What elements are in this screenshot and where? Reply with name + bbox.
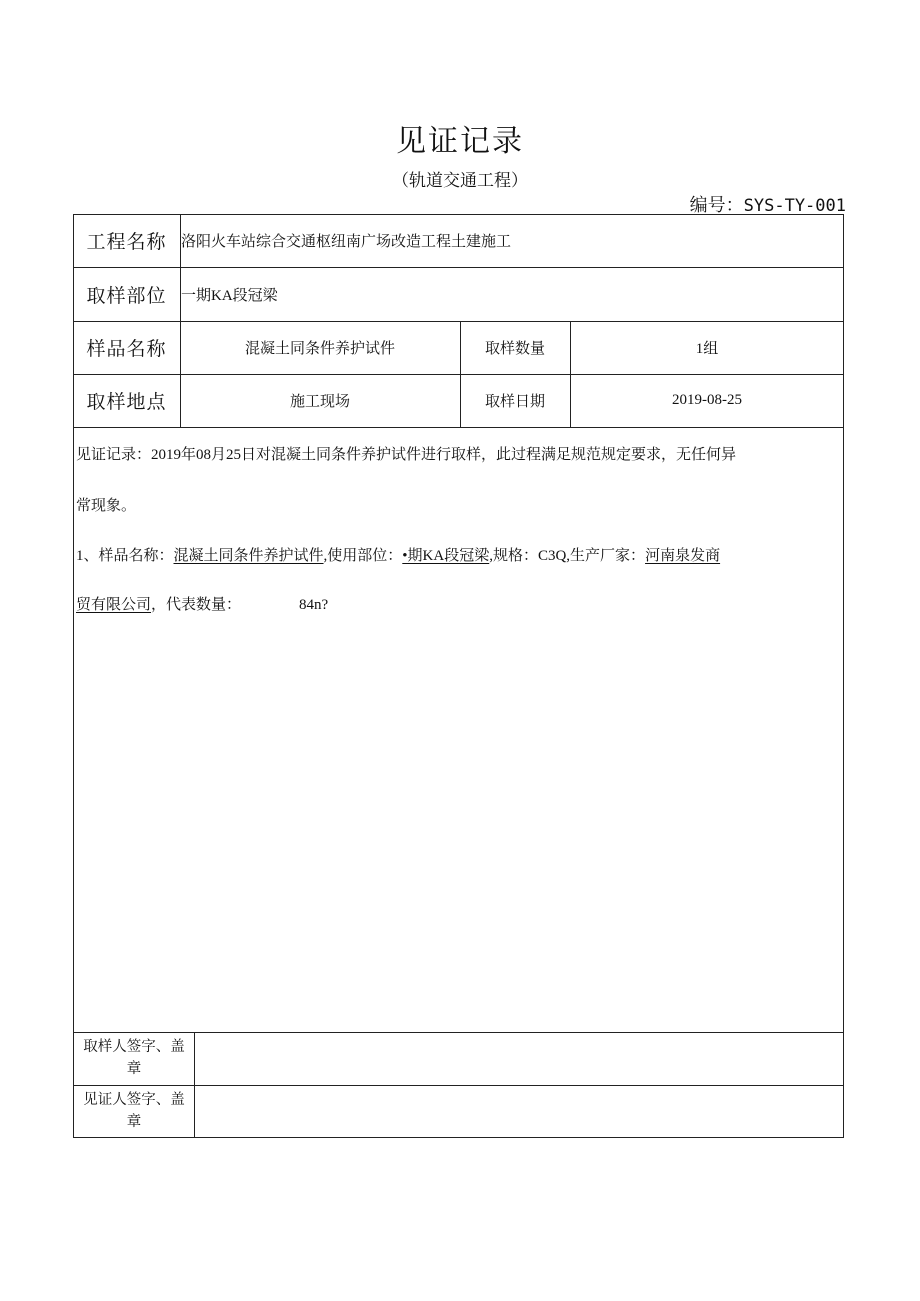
sample-name-label: 样品名称 [86,339,167,360]
document-subtitle: （轨道交通工程） [392,171,528,190]
sample-detail-spec: ,规格：C3Q,生产厂家： [489,548,646,564]
sampling-position-value: 一期KA段冠梁 [181,287,278,304]
record-line-2: 常现象。 [76,498,137,514]
record-line-1: 见证记录：2019年08月25日对混凝土同条件养护试件进行取样，此过程满足规范规定要求，无任何异 [76,447,737,463]
sample-detail-qty-value: 84n? [299,597,329,613]
sample-detail-usage: •期KA段冠梁 [402,548,490,564]
sample-detail-line-2 [76,593,328,614]
sample-detail-maker-a: 河南泉发商 [645,548,721,564]
sampling-date-label: 取样日期 [484,394,545,410]
witness-signature-label-line2: 章 [126,1114,142,1130]
sample-detail-name: 混凝土同条件养护试件 [173,548,324,564]
sampling-place-label: 取样地点 [86,392,167,413]
sampler-signature-label-line1: 取样人签字、盖 [83,1039,185,1055]
row-divider [73,1032,844,1033]
document-number-value: SYS-TY-001 [743,196,846,216]
sample-detail-line-1 [76,544,720,565]
sampler-signature-label [74,1036,194,1080]
witness-signature-label [74,1089,194,1133]
project-name-label: 工程名称 [86,232,167,253]
sample-quantity-value: 1组 [695,341,719,357]
witness-signature-label-line1: 见证人签字、盖 [83,1092,185,1108]
sampling-place-value: 施工现场 [289,394,350,410]
sample-detail-maker-b: 贸有限公司 [76,597,152,613]
sampling-date-value: 2019-08-25 [672,392,742,408]
sample-name-value: 混凝土同条件养护试件 [244,341,395,357]
sample-quantity-label: 取样数量 [484,341,545,357]
column-divider [194,1032,195,1138]
document-number-label: 编号： [689,195,744,215]
row-divider [73,1085,844,1086]
sample-detail-usage-label: ,使用部位： [323,548,403,564]
sampling-position-label: 取样部位 [86,285,167,307]
row-divider [73,427,844,428]
sampler-signature-label-line2: 章 [126,1061,142,1077]
document-title: 见证记录 [396,125,524,158]
sample-detail-qty-label: ，代表数量： [151,597,242,613]
sample-detail-prefix: 1、样品名称： [76,548,174,564]
project-name-value: 洛阳火车站综合交通枢纽南广场改造工程土建施工 [181,234,512,250]
